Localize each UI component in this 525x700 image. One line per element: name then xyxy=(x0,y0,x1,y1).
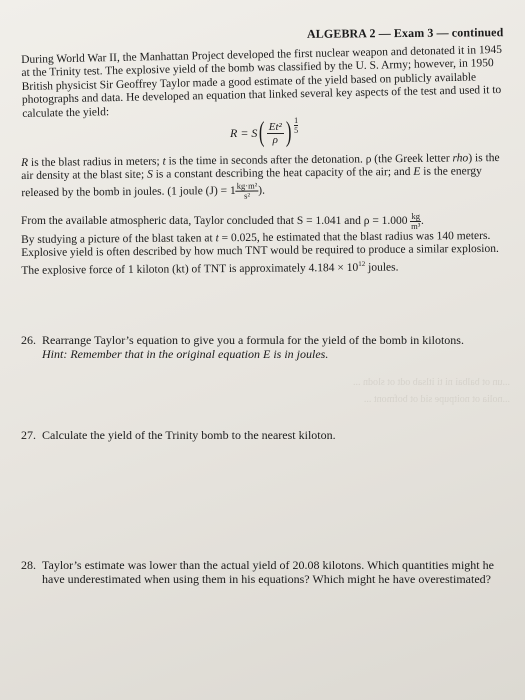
equation-exponent xyxy=(294,116,298,135)
hint-label: Hint: xyxy=(42,347,68,361)
equation-lhs: R = S xyxy=(230,125,258,140)
question-number: 28. xyxy=(21,558,36,572)
hint-text: is in joules. xyxy=(270,347,329,361)
atm-text: From the available atmospheric data, Taylor concluded that S = 1.041 and ρ = 1.000 xyxy=(21,215,408,228)
rho-word: rho xyxy=(452,152,469,165)
hint-var: E xyxy=(262,347,271,361)
study-text: joules. xyxy=(365,261,399,274)
question-number: 26. xyxy=(21,333,36,347)
def-text: ). xyxy=(258,184,266,197)
def-text: is the blast radius in meters; xyxy=(28,155,163,169)
left-paren: ( xyxy=(259,117,265,148)
question-prompt: Calculate the yield of the Trinity bomb to the nearest kiloton. xyxy=(42,428,336,442)
blast-study-paragraph xyxy=(21,230,509,278)
taylor-equation xyxy=(230,115,299,148)
study-text: = 0.025, he estimated that the blast radius was 140 meters. Explosive yield is often described by how much TNT would be required to produce a similar explosion. The explosive force of 1 kiloton (kt) of TNT is approximately 4.184 × 10 xyxy=(21,229,499,277)
var-t: t xyxy=(162,155,166,168)
atm-end: . xyxy=(420,215,424,228)
question-text xyxy=(42,333,509,361)
hint-text: Remember that in the original equation xyxy=(67,347,263,361)
equation-fraction xyxy=(267,121,284,146)
exponent-numerator: 1 xyxy=(294,115,299,125)
density-unit-fraction xyxy=(410,212,421,231)
bleed-through-text: ...un ot balbai ni ti itlsab odt ot slodn ... xyxy=(353,377,510,388)
question-27 xyxy=(21,428,509,442)
density-unit-numerator: kg xyxy=(411,211,420,221)
exponent-12: 12 xyxy=(358,259,366,268)
question-prompt: Rearrange Taylor’s equation to give you a formula for the yield of the bomb in kilotons. xyxy=(42,333,464,347)
var-t: t xyxy=(215,232,219,245)
def-text: is a constant describing the heat capacity of the air; and xyxy=(152,166,414,182)
question-prompt: Taylor’s estimate was lower than the actual yield of 20.08 kilotons. Which quantities might he have underestimated when using them in his equations? Which might he have overestimated? xyxy=(42,558,494,586)
var-s: S xyxy=(146,169,153,182)
page-header: ALGEBRA 2 — Exam 3 — continued xyxy=(306,25,504,41)
joule-unit-fraction xyxy=(236,181,259,200)
def-text: ) is the air density at the blast site; xyxy=(21,151,500,183)
exponent-denominator: 5 xyxy=(294,125,299,135)
equation-numerator: Et² xyxy=(268,120,282,133)
equation-denominator: ρ xyxy=(272,133,278,146)
variable-definitions xyxy=(21,152,509,203)
joule-numerator: kg·m² xyxy=(236,180,258,191)
atmospheric-data xyxy=(21,212,509,231)
def-text: is the time in seconds after the detonation. ρ (the Greek letter xyxy=(165,152,453,168)
bleed-through-text: ...nolia ot noitpupe sid ot bofmont ... xyxy=(363,394,510,405)
density-unit-denominator: m³ xyxy=(411,221,421,231)
question-26 xyxy=(21,333,509,361)
var-r: R xyxy=(21,156,29,169)
def-text: is the energy released by the bomb in joules. (1 joule (J) = 1 xyxy=(21,165,482,199)
right-paren: ) xyxy=(285,117,292,148)
var-e: E xyxy=(413,166,421,179)
joule-denominator: s² xyxy=(244,190,251,201)
question-28 xyxy=(21,558,509,586)
question-number: 27. xyxy=(21,428,36,442)
study-text: By studying a picture of the blast taken at xyxy=(21,232,216,246)
intro-paragraph: During World War II, the Manhattan Project developed the first nuclear weapon and detonated it in 1945 at the Trinity test. The explosive yield of the bomb was classified by the U. S. Army; however, in 1950 British physicist Sir Geoffrey Taylor made a good estimate of the yield based on publicly available photographs and data. He developed an equation that linked several key aspects of the test and used it to calculate the yield: xyxy=(21,43,503,120)
